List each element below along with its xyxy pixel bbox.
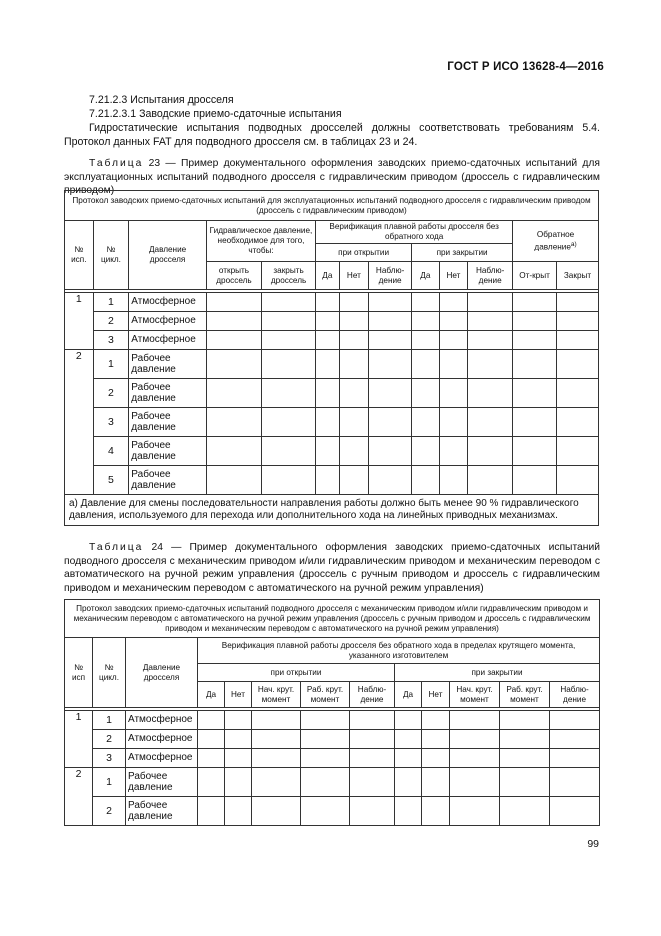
table24-col-at-closing: при закрытии [395,664,600,682]
pressure-cell: Рабочее давление [129,408,207,437]
empty-data-cell [513,466,557,495]
empty-data-cell [500,749,550,768]
empty-data-cell [316,331,339,350]
empty-data-cell [513,408,557,437]
empty-data-cell [339,331,369,350]
table23-col-open-observation: Наблю-дение [369,262,412,290]
empty-data-cell [550,797,600,826]
cycle-number-cell: 2 [93,797,126,826]
empty-data-cell [513,379,557,408]
empty-data-cell [557,312,599,331]
empty-data-cell [252,711,301,730]
pressure-cell: Атмосферное [126,730,198,749]
empty-data-cell [500,768,550,797]
table24-col-close-observation: Наблю-дение [550,682,600,708]
empty-data-cell [395,749,422,768]
table-row [65,312,599,331]
empty-data-cell [206,437,261,466]
empty-data-cell [439,293,468,312]
empty-data-cell [422,768,450,797]
test-number-cell: 1 [65,293,94,312]
empty-data-cell [350,797,395,826]
empty-data-cell [350,711,395,730]
empty-data-cell [225,797,252,826]
empty-data-cell [450,768,500,797]
table23-protocol-title: Протокол заводских приемо-сдаточных испытаний для эксплуатационных испытаний подводного дросселя с гидравлическим приводом (дроссель с гидравлическим приводом) [65,191,599,221]
cycle-number-cell: 5 [93,466,129,495]
empty-data-cell [450,749,500,768]
pressure-cell: Рабочее давление [126,797,198,826]
section-heading-fat: 7.21.2.3.1 Заводские приемо-сдаточные испытания [89,108,342,120]
table-row [65,331,599,350]
empty-data-cell [316,312,339,331]
table24-col-open-yes: Да [198,682,225,708]
table23-col-at-closing: при закрытии [412,244,513,262]
table24-col-open-no: Нет [225,682,252,708]
empty-data-cell [316,466,339,495]
table23-footnote: а) Давление для смены последовательности направления работы должно быть менее 90 % гидравлического давления, используемого для перехода или дополнительного хода на линейных приводных механизмах. [65,495,599,526]
empty-data-cell [339,379,369,408]
empty-data-cell [412,331,440,350]
section-paragraph: Гидростатические испытания подводных дросселей должны соответствовать требованиям 5.4. Протокол данных FAT для подводного дросселя см. в таблицах 23 и 24. [64,122,600,148]
empty-data-cell [225,711,252,730]
empty-data-cell [468,408,513,437]
cycle-number-cell: 3 [93,331,129,350]
table-row [65,350,599,379]
table-row [65,408,599,437]
table24-caption: Таблица 24 — Пример документального оформления заводских приемо-сдаточных испытаний подводного дросселя с механическим приводом и/или гидравлическим приводом и механическим переводом с автоматического на ручной режим управления (дроссель с ручным приводом и дроссель с гидравлическим приводом и механическим переводом с автоматического на ручной режим управления) [64,542,600,594]
pressure-cell: Атмосферное [126,711,198,730]
table24-col-close-no: Нет [422,682,450,708]
empty-data-cell [225,730,252,749]
empty-data-cell [262,466,316,495]
empty-data-cell [513,312,557,331]
test-number-cell [65,749,93,768]
test-number-cell: 2 [65,768,93,797]
empty-data-cell [422,730,450,749]
empty-data-cell [206,350,261,379]
table23-col-at-opening: при открытии [316,244,412,262]
empty-data-cell [439,466,468,495]
table23-col-close-no: Нет [439,262,468,290]
section-heading-choke-tests: 7.21.2.3 Испытания дросселя [89,94,234,106]
empty-data-cell [369,312,412,331]
empty-data-cell [468,437,513,466]
empty-data-cell [339,408,369,437]
empty-data-cell [262,331,316,350]
empty-data-cell [316,408,339,437]
empty-data-cell [395,730,422,749]
empty-data-cell [339,312,369,331]
cycle-number-cell: 1 [93,350,129,379]
empty-data-cell [206,312,261,331]
empty-data-cell [262,408,316,437]
empty-data-cell [350,768,395,797]
empty-data-cell [450,797,500,826]
empty-data-cell [550,768,600,797]
empty-data-cell [513,293,557,312]
empty-data-cell [339,437,369,466]
test-number-cell: 2 [65,350,94,379]
empty-data-cell [557,437,599,466]
empty-data-cell [412,350,440,379]
empty-data-cell [500,797,550,826]
table23-col-open-no: Нет [339,262,369,290]
table-row [65,379,599,408]
empty-data-cell [369,466,412,495]
pressure-cell: Атмосферное [129,293,207,312]
empty-data-cell [198,711,225,730]
cycle-number-cell: 1 [93,293,129,312]
empty-data-cell [350,749,395,768]
table23-col-pressure: Давление дросселя [129,221,207,290]
test-number-cell: 1 [65,711,93,730]
empty-data-cell [439,437,468,466]
empty-data-cell [252,749,301,768]
page-number: 99 [587,838,599,850]
table23-caption: Таблица 23 — Пример документального оформления заводских приемо-сдаточных испытаний для эксплуатационных испытаний подводного дросселя с гидравлическим приводом (дроссель с гидравлическим приводом) [64,158,600,196]
pressure-cell: Рабочее давление [129,466,207,495]
empty-data-cell [206,408,261,437]
table-row [65,749,600,768]
empty-data-cell [450,711,500,730]
empty-data-cell [439,312,468,331]
empty-data-cell [550,711,600,730]
empty-data-cell [513,331,557,350]
empty-data-cell [262,379,316,408]
empty-data-cell [262,312,316,331]
table-row [65,797,600,826]
table23 [64,190,599,526]
cycle-number-cell: 1 [93,711,126,730]
empty-data-cell [206,331,261,350]
table24-col-test-number: № исп [65,638,93,708]
empty-data-cell [439,408,468,437]
empty-data-cell [369,331,412,350]
empty-data-cell [369,408,412,437]
table23-col-hydraulic-pressure: Гидравлическое давление, необходимое для того, чтобы: [206,221,315,262]
empty-data-cell [198,730,225,749]
pressure-cell: Атмосферное [126,749,198,768]
table24-col-pressure: Давление дросселя [126,638,198,708]
table-row [65,466,599,495]
empty-data-cell [301,711,350,730]
pressure-cell: Рабочее давление [126,768,198,797]
empty-data-cell [316,293,339,312]
empty-data-cell [225,749,252,768]
empty-data-cell [301,797,350,826]
empty-data-cell [369,293,412,312]
table24-col-open-observation: Наблю-дение [350,682,395,708]
table-row [65,730,600,749]
table-row [65,711,600,730]
empty-data-cell [301,749,350,768]
empty-data-cell [252,768,301,797]
empty-data-cell [468,466,513,495]
empty-data-cell [316,437,339,466]
empty-data-cell [439,331,468,350]
pressure-cell: Атмосферное [129,331,207,350]
table-row [65,293,599,312]
cycle-number-cell: 3 [93,408,129,437]
empty-data-cell [550,749,600,768]
table24-col-verification: Верификация плавной работы дросселя без обратного хода в пределах крутящего момента, указанного изготовителем [198,638,600,664]
empty-data-cell [412,466,440,495]
table24 [64,599,600,826]
empty-data-cell [412,437,440,466]
table24-col-at-opening: при открытии [198,664,395,682]
empty-data-cell [369,350,412,379]
empty-data-cell [206,379,261,408]
empty-data-cell [468,350,513,379]
empty-data-cell [550,730,600,749]
empty-data-cell [262,350,316,379]
pressure-cell: Рабочее давление [129,437,207,466]
empty-data-cell [557,379,599,408]
empty-data-cell [316,379,339,408]
table23-col-verification: Верификация плавной работы дросселя без обратного хода [316,221,513,244]
cycle-number-cell: 3 [93,749,126,768]
empty-data-cell [395,711,422,730]
empty-data-cell [198,768,225,797]
table-row [65,437,599,466]
test-number-cell [65,312,94,331]
empty-data-cell [225,768,252,797]
empty-data-cell [395,797,422,826]
test-number-cell [65,331,94,350]
table24-protocol-title: Протокол заводских приемо-сдаточных испытаний подводного дросселя с механическим приводом и/или гидравлическим приводом и механическим переводом с автоматического на ручной режим управления (дроссель с ручным приводом и дроссель с гидравлическим приводом и механическим переводом с автоматического на ручной режим управления) [65,600,600,638]
table23-col-open-choke: открыть дроссель [206,262,261,290]
empty-data-cell [557,350,599,379]
empty-data-cell [468,379,513,408]
empty-data-cell [468,331,513,350]
empty-data-cell [468,293,513,312]
cycle-number-cell: 2 [93,730,126,749]
table23-col-test-number: № исп. [65,221,94,290]
pressure-cell: Рабочее давление [129,379,207,408]
empty-data-cell [339,466,369,495]
table23-col-close-choke: закрыть дроссель [262,262,316,290]
empty-data-cell [412,408,440,437]
empty-data-cell [412,379,440,408]
empty-data-cell [500,711,550,730]
empty-data-cell [350,730,395,749]
test-number-cell [65,797,93,826]
test-number-cell [65,379,94,408]
empty-data-cell [439,350,468,379]
table24-col-open-start-torque: Нач. крут. момент [252,682,301,708]
empty-data-cell [339,350,369,379]
test-number-cell [65,466,94,495]
table23-col-closed: Закрыт [557,262,599,290]
table24-col-close-start-torque: Нач. крут. момент [450,682,500,708]
empty-data-cell [301,768,350,797]
empty-data-cell [369,437,412,466]
table23-col-open-yes: Да [316,262,339,290]
page-header-standard: ГОСТ Р ИСО 13628-4—2016 [447,61,604,73]
test-number-cell [65,437,94,466]
test-number-cell [65,408,94,437]
cycle-number-cell: 4 [93,437,129,466]
empty-data-cell [339,293,369,312]
empty-data-cell [262,437,316,466]
table23-col-back-pressure: Обратное давление$^{а)}$ [513,221,599,262]
empty-data-cell [198,749,225,768]
empty-data-cell [513,437,557,466]
empty-data-cell [468,312,513,331]
cycle-number-cell: 2 [93,379,129,408]
empty-data-cell [206,466,261,495]
empty-data-cell [316,350,339,379]
table24-col-cycle-number: № цикл. [93,638,126,708]
empty-data-cell [395,768,422,797]
empty-data-cell [422,749,450,768]
table23-col-close-observation: Наблю-дение [468,262,513,290]
empty-data-cell [369,379,412,408]
empty-data-cell [557,466,599,495]
table24-col-close-work-torque: Раб. крут. момент [500,682,550,708]
table23-col-close-yes: Да [412,262,440,290]
empty-data-cell [557,331,599,350]
table23-col-open: От-крыт [513,262,557,290]
empty-data-cell [422,711,450,730]
empty-data-cell [557,293,599,312]
empty-data-cell [252,797,301,826]
table-row [65,768,600,797]
cycle-number-cell: 2 [93,312,129,331]
empty-data-cell [198,797,225,826]
empty-data-cell [439,379,468,408]
empty-data-cell [206,293,261,312]
empty-data-cell [557,408,599,437]
empty-data-cell [252,730,301,749]
cycle-number-cell: 1 [93,768,126,797]
table24-col-open-work-torque: Раб. крут. момент [301,682,350,708]
table23-col-cycle-number: № цикл. [93,221,129,290]
empty-data-cell [301,730,350,749]
empty-data-cell [500,730,550,749]
pressure-cell: Атмосферное [129,312,207,331]
pressure-cell: Рабочее давление [129,350,207,379]
empty-data-cell [513,350,557,379]
empty-data-cell [450,730,500,749]
empty-data-cell [412,312,440,331]
table24-col-close-yes: Да [395,682,422,708]
empty-data-cell [412,293,440,312]
empty-data-cell [262,293,316,312]
test-number-cell [65,730,93,749]
empty-data-cell [422,797,450,826]
